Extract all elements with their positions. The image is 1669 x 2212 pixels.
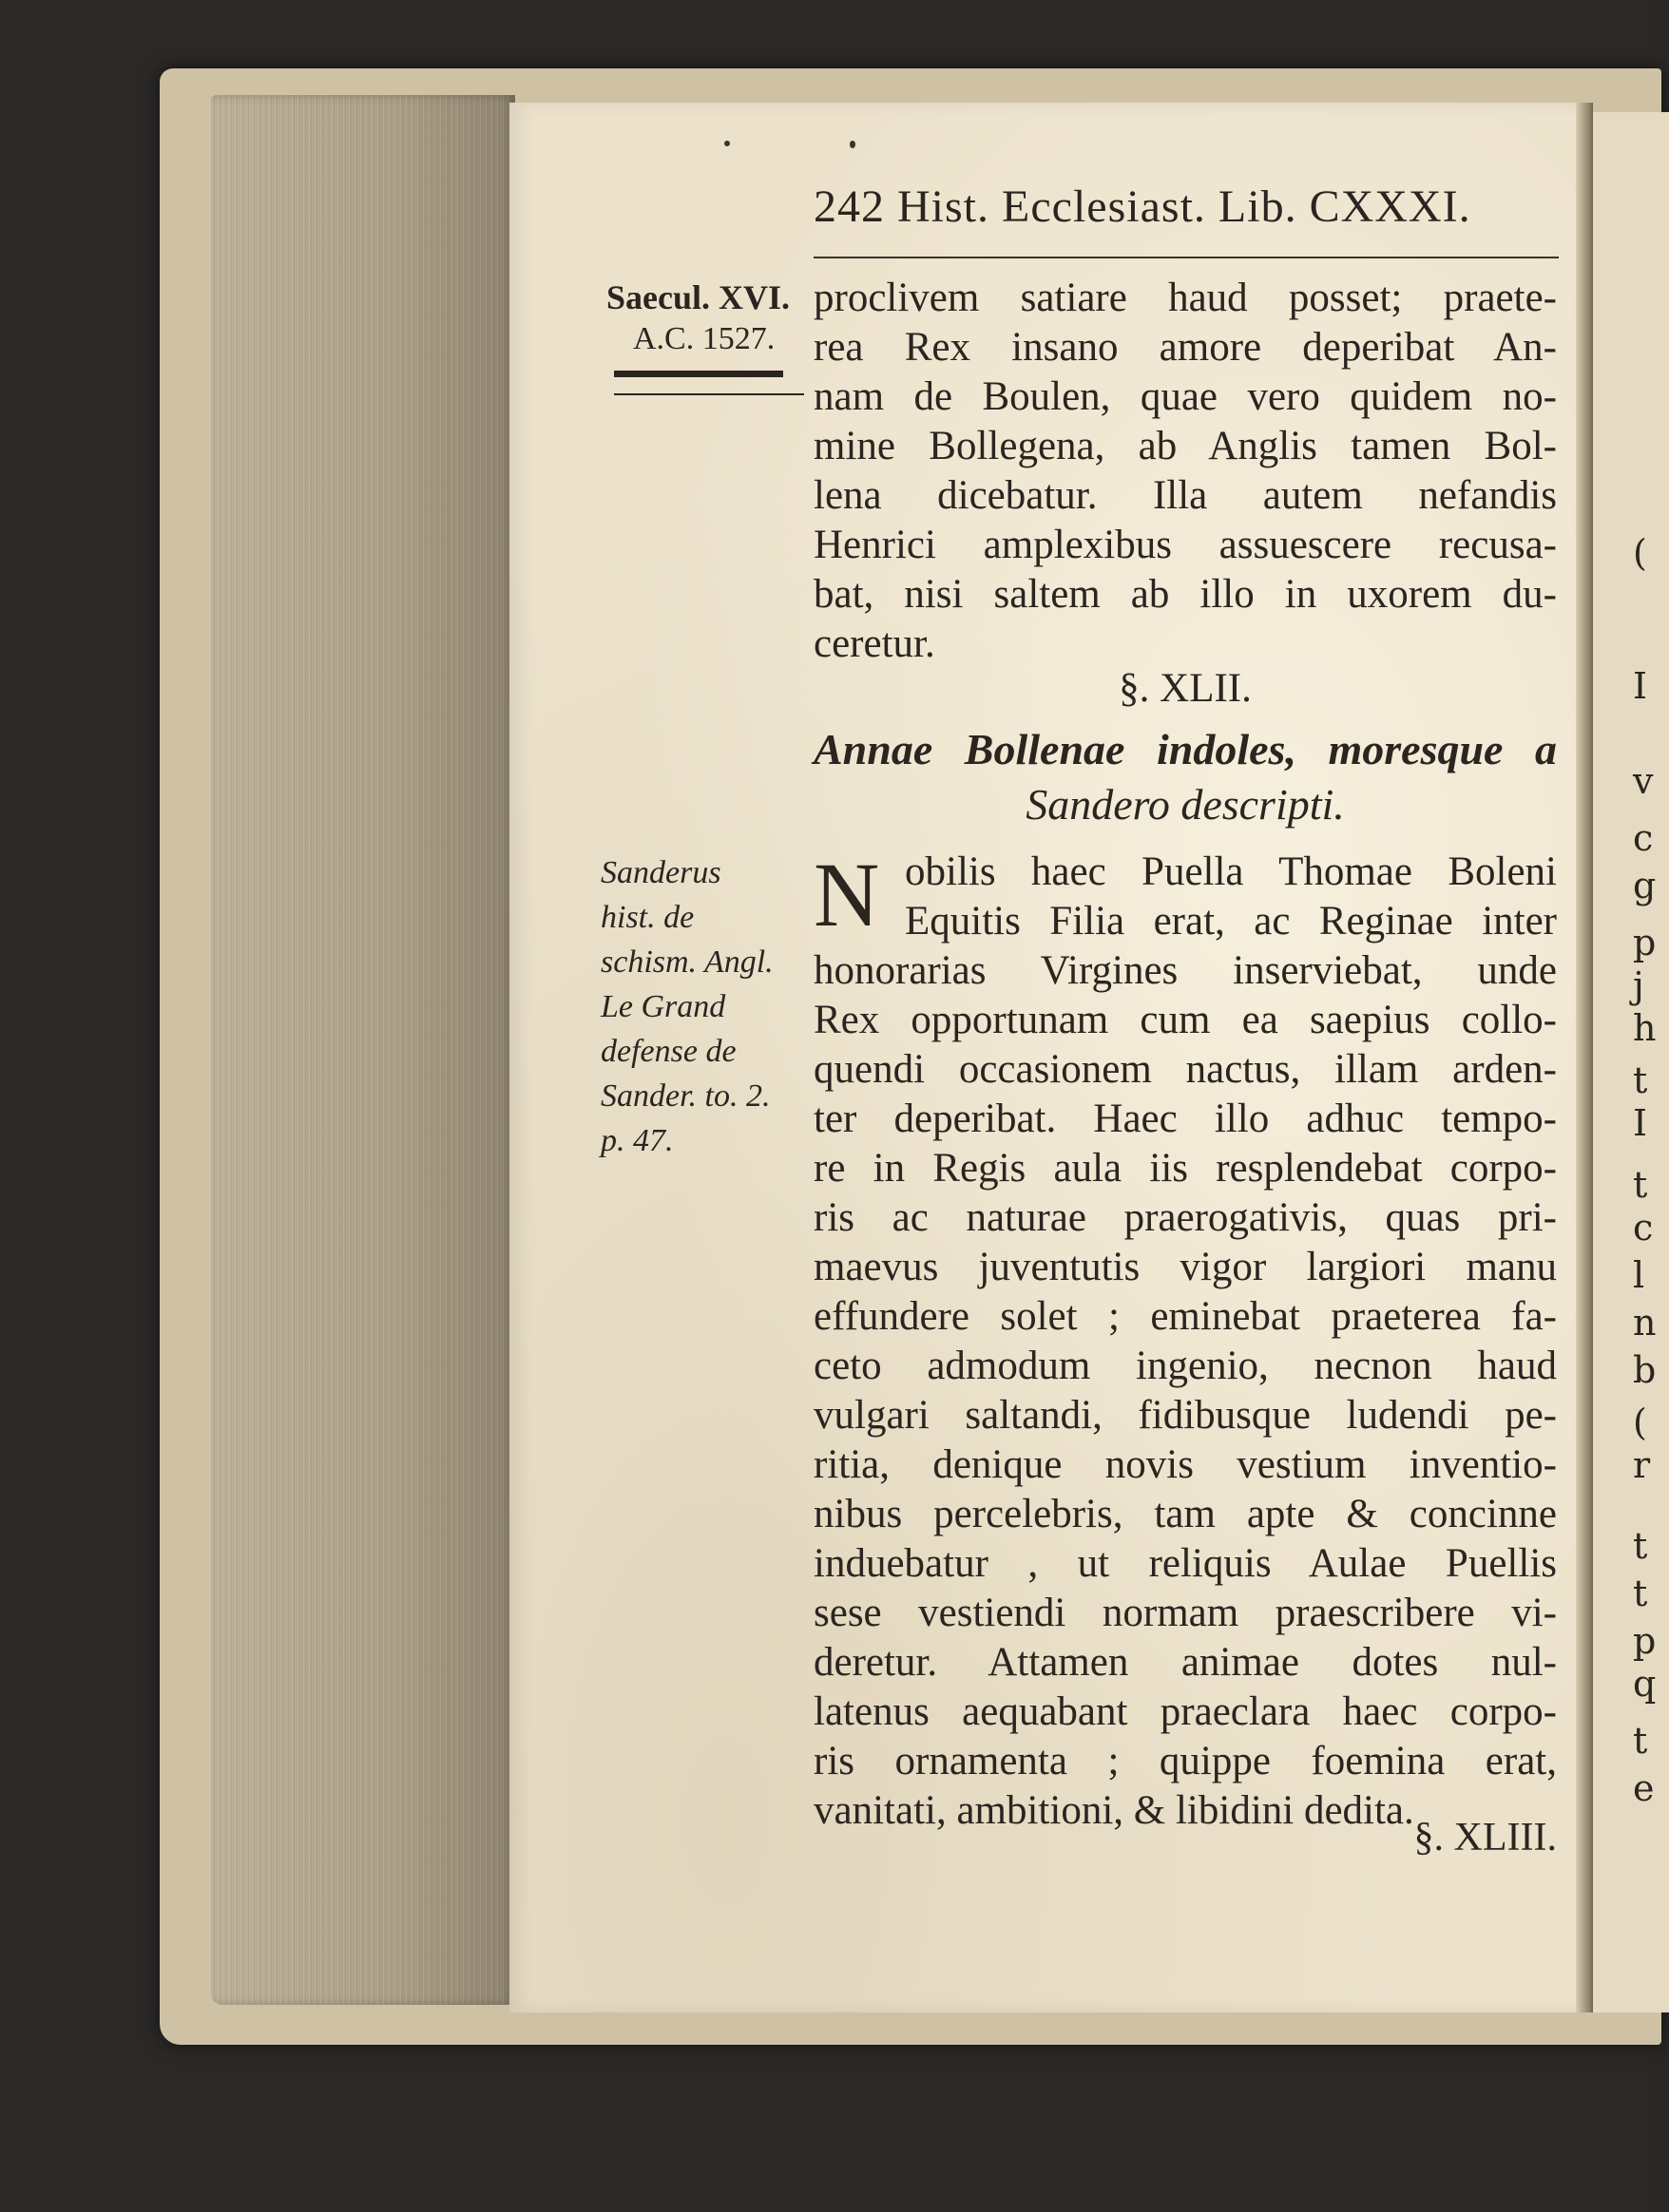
text-line: bat, nisi saltem ab illo in uxorem du- bbox=[814, 572, 1557, 617]
text-line: proclivem satiare haud posset; praete- bbox=[814, 276, 1557, 320]
margin-year-note: A.C. 1527. bbox=[633, 321, 776, 356]
text-line: lena dicebatur. Illa autem nefandis bbox=[814, 473, 1557, 518]
text-line: ris ac naturae praerogativis, quas pri- bbox=[814, 1195, 1557, 1240]
text-line: quendi occasionem nactus, illam arden- bbox=[814, 1047, 1557, 1092]
facing-page-fragment: e bbox=[1633, 1767, 1655, 1809]
facing-page-fragment: q bbox=[1633, 1663, 1657, 1705]
margin-citation-line: Le Grand bbox=[601, 989, 726, 1024]
text-line: ris ornamenta ; quippe foemina erat, bbox=[814, 1739, 1557, 1783]
facing-page-fragment: h bbox=[1633, 1007, 1657, 1049]
facing-page-edge bbox=[1593, 112, 1669, 2012]
ink-speck bbox=[724, 141, 730, 146]
facing-page-fragment: p bbox=[1633, 1620, 1657, 1662]
facing-page-fragment: I bbox=[1633, 665, 1648, 707]
margin-rule-thin bbox=[614, 393, 804, 395]
margin-citation-line: Sanderus bbox=[601, 855, 721, 890]
text-line: ter deperibat. Haec illo adhuc tempo- bbox=[814, 1096, 1557, 1141]
text-line: re in Regis aula iis resplendebat corpo- bbox=[814, 1146, 1557, 1191]
text-line: latenus aequabant praeclara haec corpo- bbox=[814, 1689, 1557, 1734]
facing-page-fragment: r bbox=[1633, 1444, 1651, 1486]
facing-page-fragment: ( bbox=[1633, 1402, 1647, 1443]
facing-page-fragment: j bbox=[1633, 964, 1644, 1006]
section-subtitle-line-1: Annae Bollenae indoles, moresque a bbox=[814, 725, 1557, 773]
facing-page-fragment: n bbox=[1633, 1302, 1657, 1344]
facing-page-fragment: p bbox=[1633, 922, 1657, 963]
text-line: Rex opportunam cum ea saepius collo- bbox=[814, 998, 1557, 1042]
facing-page-fragment: t bbox=[1633, 1573, 1648, 1614]
text-line: Henrici amplexibus assuescere recusa- bbox=[814, 523, 1557, 567]
text-line: vanitati, ambitioni, & libidini dedita. bbox=[814, 1788, 1414, 1833]
margin-rule-thick bbox=[614, 371, 783, 377]
section-heading: §. XLII. bbox=[1119, 666, 1252, 711]
facing-page-fragment: v bbox=[1633, 760, 1654, 802]
text-line: Equitis Filia erat, ac Reginae inter bbox=[905, 899, 1557, 944]
facing-page-fragment: c bbox=[1633, 817, 1654, 859]
facing-page-fragment: g bbox=[1633, 865, 1657, 906]
margin-century-note: Saecul. XVI. bbox=[606, 278, 791, 316]
facing-page-fragment: l bbox=[1633, 1254, 1645, 1296]
text-line: honorarias Virgines inserviebat, unde bbox=[814, 948, 1557, 993]
margin-citation-line: schism. Angl. bbox=[601, 944, 774, 980]
paragraph-block bbox=[814, 844, 1557, 1836]
text-line: induebatur , ut reliquis Aulae Puellis bbox=[814, 1541, 1557, 1586]
text-line: deretur. Attamen animae dotes nul- bbox=[814, 1640, 1557, 1685]
text-line: rea Rex insano amore deperibat An- bbox=[814, 325, 1557, 370]
margin-citation-line: hist. de bbox=[601, 900, 695, 935]
margin-citation-line: p. 47. bbox=[601, 1123, 674, 1158]
text-line: ceto admodum ingenio, necnon haud bbox=[814, 1344, 1557, 1388]
facing-page-fragment: t bbox=[1633, 1164, 1648, 1206]
facing-page-fragment: t bbox=[1633, 1059, 1648, 1101]
facing-page-fragment: ( bbox=[1633, 532, 1647, 574]
text-line: nam de Boulen, quae vero quidem no- bbox=[814, 374, 1557, 419]
facing-page-fragment: c bbox=[1633, 1207, 1654, 1249]
running-header: 242 Hist. Ecclesiast. Lib. CXXXI. bbox=[814, 181, 1471, 232]
margin-citation-line: Sander. to. 2. bbox=[601, 1078, 771, 1114]
facing-page-fragment: t bbox=[1633, 1720, 1648, 1762]
page-edge-shading bbox=[211, 95, 515, 2005]
opening-text-block bbox=[814, 274, 1557, 669]
text-line: mine Bollegena, ab Anglis tamen Bol- bbox=[814, 424, 1557, 468]
text-line: effundere solet ; eminebat praeterea fa- bbox=[814, 1294, 1557, 1339]
book-gutter bbox=[1576, 103, 1593, 2012]
margin-citation-line: defense de bbox=[601, 1034, 737, 1069]
catchword: §. XLIII. bbox=[1413, 1816, 1557, 1859]
drop-cap: N bbox=[814, 844, 880, 945]
facing-page-fragment: I bbox=[1633, 1102, 1648, 1144]
facing-page-fragment: b bbox=[1633, 1349, 1657, 1391]
text-line: nibus percelebris, tam apte & concinne bbox=[814, 1492, 1557, 1536]
facing-page-fragment: t bbox=[1633, 1525, 1648, 1567]
header-rule bbox=[814, 257, 1559, 258]
text-line: ceretur. bbox=[814, 621, 935, 666]
text-line: vulgari saltandi, fidibusque ludendi pe- bbox=[814, 1393, 1557, 1438]
text-line: sese vestiendi normam praescribere vi- bbox=[814, 1591, 1557, 1635]
text-line: ritia, denique novis vestium inventio- bbox=[814, 1442, 1557, 1487]
text-line: maevus juventutis vigor largiori manu bbox=[814, 1245, 1557, 1289]
text-line: obilis haec Puella Thomae Boleni bbox=[905, 849, 1557, 894]
margin-citation bbox=[601, 850, 774, 1163]
ink-speck bbox=[850, 141, 855, 148]
section-subtitle-line-2: Sandero descripti. bbox=[1026, 780, 1345, 829]
